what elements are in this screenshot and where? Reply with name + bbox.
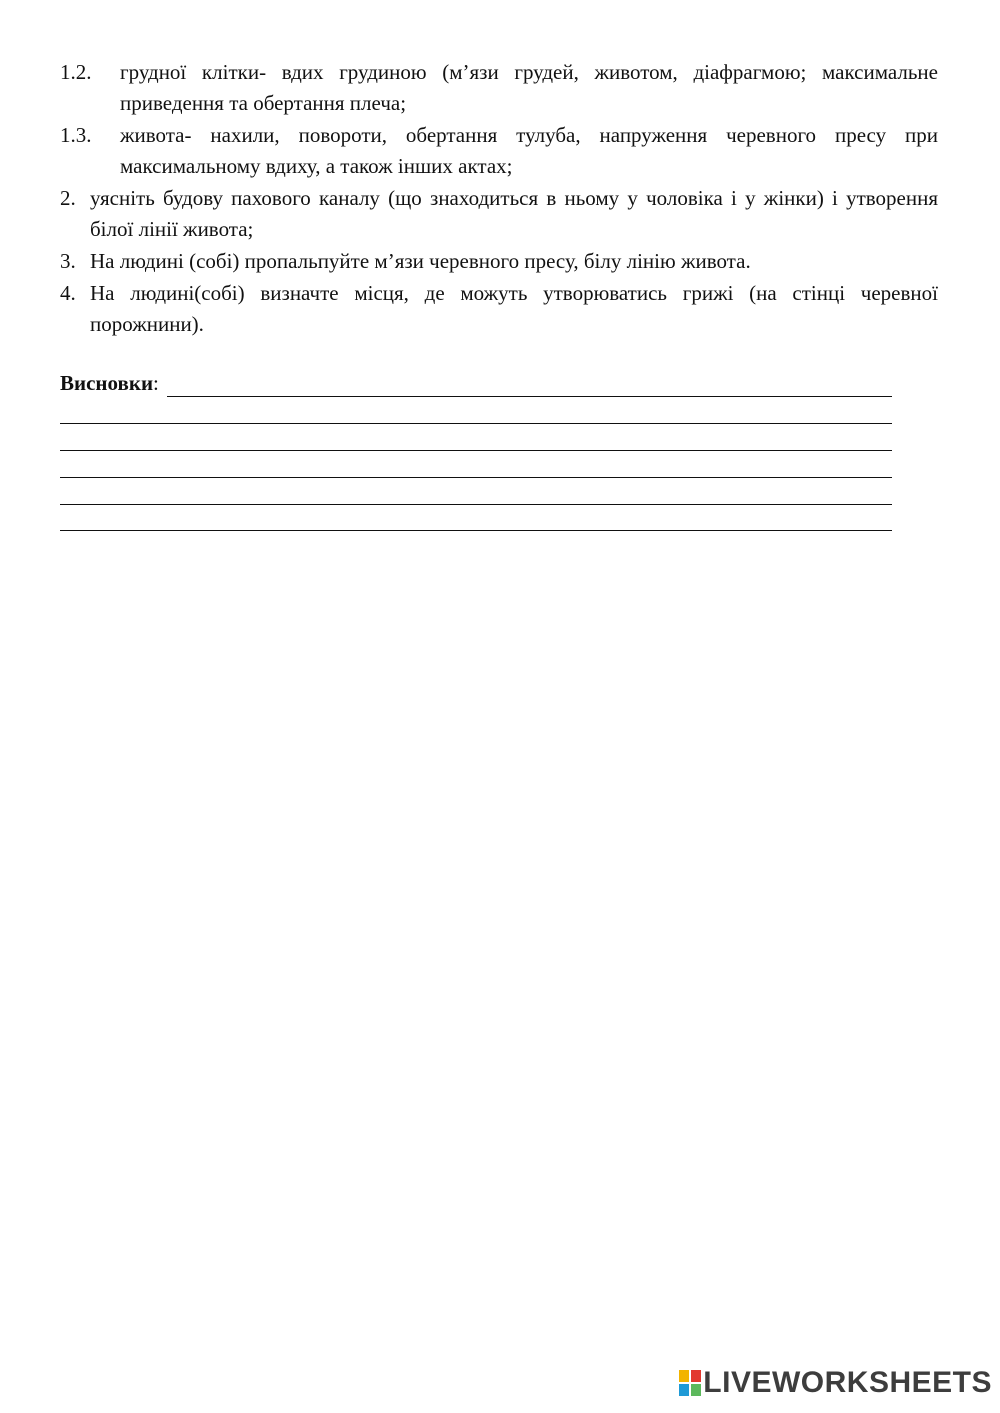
- task-number: 2.: [60, 186, 76, 210]
- task-item-2: [60, 183, 938, 245]
- liveworksheets-logo: [679, 1365, 992, 1401]
- logo-square-icon: [679, 1370, 689, 1382]
- answer-line[interactable]: [167, 396, 892, 397]
- logo-square-icon: [679, 1384, 689, 1396]
- task-item-1-3: [60, 120, 938, 182]
- task-item-3: [60, 246, 938, 277]
- task-text: живота- нахили, повороти, обертання тулуба, напруження черевного пресу при максимальному вдиху, а також інших актах;: [120, 123, 938, 178]
- conclusions-label: Висновки: [60, 371, 154, 395]
- task-list: [60, 57, 938, 341]
- answer-line[interactable]: [60, 504, 892, 505]
- answer-line[interactable]: [60, 530, 892, 531]
- task-number: 3.: [60, 249, 76, 273]
- task-number: 1.3.: [60, 123, 92, 147]
- logo-square-icon: [691, 1384, 701, 1396]
- answer-line[interactable]: [60, 450, 892, 451]
- task-text: уясніть будову пахового каналу (що знаходиться в ньому у чоловіка і у жінки) і утворення білої лінії живота;: [90, 186, 938, 241]
- conclusions-header: [60, 370, 892, 396]
- task-item-1-2: [60, 57, 938, 119]
- task-text: На людині(собі) визначте місця, де можуть утворюватись грижі (на стінці черевної порожнини).: [90, 281, 938, 336]
- answer-line[interactable]: [60, 477, 892, 478]
- task-number: 4.: [60, 281, 76, 305]
- task-item-4: [60, 278, 938, 340]
- task-number: 1.2.: [60, 60, 92, 84]
- task-text: грудної клітки- вдих грудиною (м’язи грудей, животом, діафрагмою; максимальне приведення та обертання плеча;: [120, 60, 938, 115]
- liveworksheets-logo-text: LIVEWORKSHEETS: [703, 1366, 992, 1399]
- task-text: На людині (собі) пропальпуйте м’язи черевного пресу, білу лінію живота.: [90, 249, 751, 273]
- conclusions-colon: :: [153, 371, 159, 395]
- logo-square-icon: [691, 1370, 701, 1382]
- answer-line[interactable]: [60, 423, 892, 424]
- conclusions-section: [60, 370, 892, 531]
- liveworksheets-logo-icon: [679, 1370, 701, 1396]
